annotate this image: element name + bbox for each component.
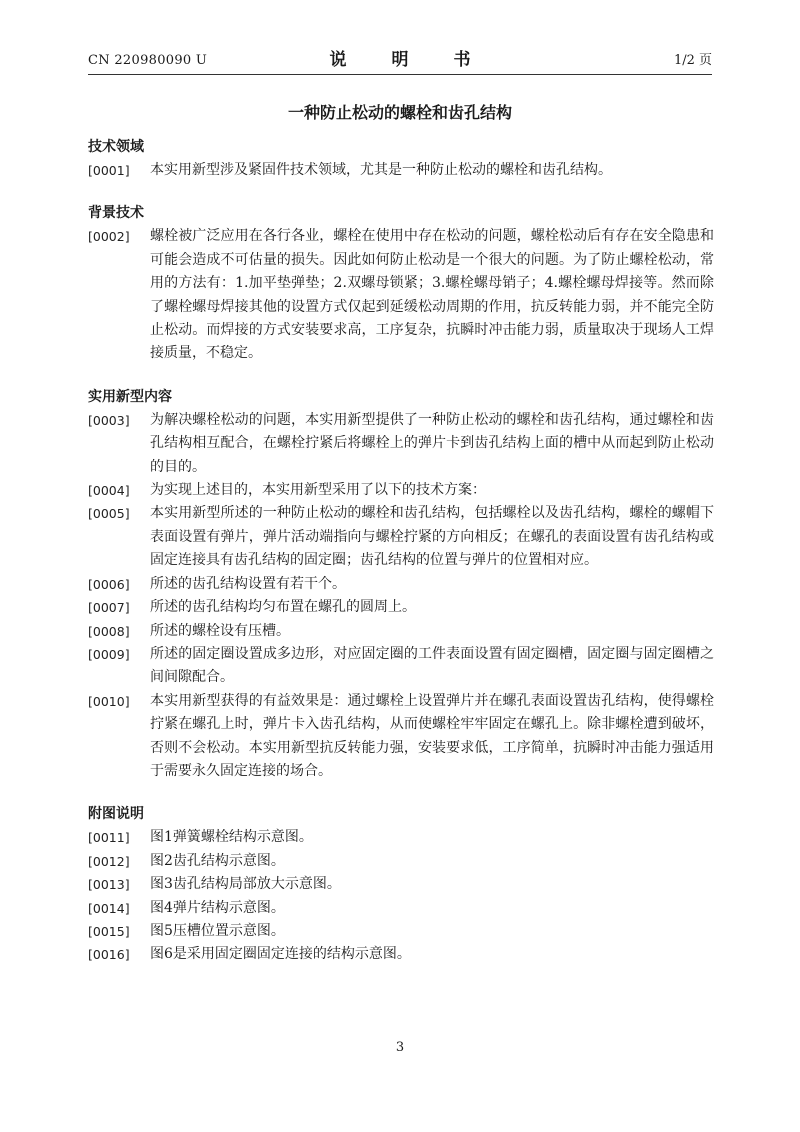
page-number: 3 (395, 1040, 405, 1055)
paragraph (88, 502, 714, 572)
paragraph-number: [0012] (88, 853, 130, 869)
paragraph-number: [0014] (88, 900, 130, 916)
paragraph-number: [0002] (88, 229, 130, 245)
paragraph-number: [0008] (88, 623, 130, 639)
paragraph-text: 为解决螺栓松动的问题，本实用新型提供了一种防止松动的螺栓和齿孔结构，通过螺栓和齿孔结构相互配合，在螺栓拧紧后将螺栓上的弹片卡到齿孔结构上面的槽中从而起到防止松动的目的。 (150, 411, 714, 475)
section (88, 136, 714, 182)
section-title: 技术领域 (88, 139, 144, 155)
paragraph (88, 479, 714, 502)
document-id: CN 220980090 U (88, 53, 208, 68)
paragraph (88, 826, 714, 849)
paragraph (88, 897, 714, 920)
paragraph-number: [0006] (88, 576, 130, 592)
section (88, 202, 714, 365)
paragraph-text: 本实用新型涉及紧固件技术领域，尤其是一种防止松动的螺栓和齿孔结构。 (150, 162, 612, 178)
paragraph-text: 图3齿孔结构局部放大示意图。 (150, 876, 341, 893)
section-title: 附图说明 (88, 806, 144, 823)
paragraph (88, 620, 714, 643)
paragraph (88, 690, 714, 784)
paragraph-text: 图5压槽位置示意图。 (150, 922, 285, 939)
paragraph-number: [0015] (88, 923, 130, 939)
paragraph-number: [0011] (88, 830, 130, 846)
paragraph-text: 所述的齿孔结构设置有若干个。 (150, 575, 346, 592)
section-title: 实用新型内容 (88, 388, 172, 405)
paragraph-text: 图6是采用固定圈固定连接的结构示意图。 (150, 946, 411, 963)
section (88, 803, 714, 966)
paragraph-text: 所述的固定圈设置成多边形，对应固定圈的工件表面设置有固定圈槽，固定圈与固定圈槽之间间隙配合。 (150, 645, 714, 686)
paragraph (88, 159, 714, 182)
paragraph-text: 螺栓被广泛应用在各行各业，螺栓在使用中存在松动的问题，螺栓松动后有存在安全隐患和可能会造成不可估量的损失。因此如何防止松动是一个很大的问题。为了防止螺栓松动，常用的方法有：1.加平垫弹垫；2.双螺母锁紧；3.螺栓螺母销子；4.螺栓螺母焊接等。然而除了螺栓螺母焊接其他的设置方式仅起到延缓松动周期的作用，抗反转能力弱，并不能完全防止松动。而焊接的方式安装要求高，工序复杂，抗瞬时冲击能力弱，质量取决于现场人工焊接质量，不稳定。 (150, 228, 714, 362)
paragraph-text: 图4弹片结构示意图。 (150, 899, 285, 916)
paragraph (88, 850, 714, 873)
paragraph (88, 409, 714, 479)
paragraph-text: 所述的齿孔结构均匀布置在螺孔的圆周上。 (150, 599, 416, 616)
paragraph (88, 943, 714, 966)
paragraph-text: 本实用新型获得的有益效果是：通过螺栓上设置弹片并在螺孔表面设置齿孔结构，使得螺栓拧紧在螺孔上时，弹片卡入齿孔结构，从而使螺栓牢牢固定在螺孔上。除非螺栓遭到破坏，否则不会松动。本实用新型抗反转能力强，安装要求低，工序简单，抗瞬时冲击能力强适用于需要永久固定连接的场合。 (150, 692, 714, 779)
page-header (88, 40, 712, 75)
paragraph-text: 所述的螺栓设有压槽。 (150, 622, 290, 639)
paragraph-number: [0009] (88, 646, 130, 662)
paragraph-number: [0003] (88, 412, 130, 428)
paragraph (88, 596, 714, 619)
document-title: 一种防止松动的螺栓和齿孔结构 (287, 103, 512, 122)
paragraph-text: 为实现上述目的，本实用新型采用了以下的技术方案： (150, 482, 486, 499)
paragraph-text: 图1弹簧螺栓结构示意图。 (150, 829, 313, 846)
paragraph-number: [0013] (88, 877, 130, 893)
paragraph (88, 643, 714, 690)
paragraph-text: 图2齿孔结构示意图。 (150, 852, 285, 869)
paragraph-text: 本实用新型所述的一种防止松动的螺栓和齿孔结构，包括螺栓以及齿孔结构，螺栓的螺帽下表面设置有弹片，弹片活动端指向与螺栓拧紧的方向相反；在螺孔的表面设置有齿孔结构或固定连接具有齿孔结构的固定圈；齿孔结构的位置与弹片的位置相对应。 (150, 505, 714, 569)
paragraph (88, 225, 714, 365)
section-title: 背景技术 (88, 205, 144, 222)
document-body (88, 136, 714, 987)
paragraph-number: [0016] (88, 947, 130, 963)
paragraph-number: [0010] (88, 693, 130, 709)
page-info: 1/2 页 (673, 53, 712, 68)
paragraph (88, 873, 714, 896)
paragraph-number: [0004] (88, 483, 130, 499)
header-title: 说 明 书 (329, 50, 485, 70)
paragraph (88, 920, 714, 943)
section (88, 386, 714, 784)
paragraph-number: [0005] (88, 506, 130, 522)
paragraph-number: [0001] (88, 163, 130, 178)
paragraph-number: [0007] (88, 600, 130, 616)
paragraph (88, 573, 714, 596)
